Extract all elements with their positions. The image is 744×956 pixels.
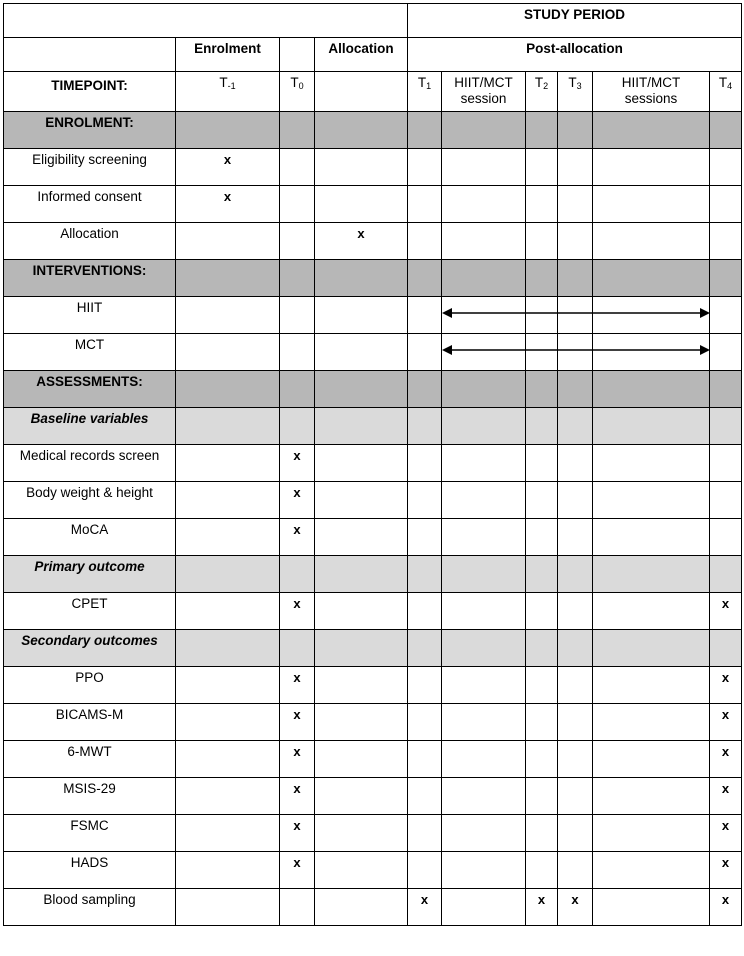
table-row — [4, 186, 742, 223]
timepoint-session: HIIT/MCT session — [442, 72, 526, 112]
mark-cell: x — [710, 667, 742, 704]
mark-cell: x — [315, 223, 408, 260]
blank-cell — [4, 4, 408, 38]
row-label: BICAMS-M — [4, 704, 176, 741]
mark-cell: x — [526, 889, 558, 926]
mark-cell: x — [280, 593, 315, 630]
enrolment-header: Enrolment — [176, 38, 280, 72]
section-assessments-row — [4, 371, 742, 408]
row-label: HADS — [4, 852, 176, 889]
mark-cell: x — [710, 704, 742, 741]
row-label: MSIS-29 — [4, 778, 176, 815]
mark-cell: x — [280, 815, 315, 852]
mark-cell: x — [710, 852, 742, 889]
double-arrow-icon — [442, 307, 710, 319]
timepoint-t-minus1: $T_{-1}$ — [176, 72, 280, 112]
subsection-label: Primary outcome — [4, 556, 176, 593]
row-label: CPET — [4, 593, 176, 630]
mark-cell: x — [176, 149, 280, 186]
blank-cell — [4, 38, 176, 72]
row-label: Allocation — [4, 223, 176, 260]
subsection-label: Secondary outcomes — [4, 630, 176, 667]
double-arrow-icon — [442, 344, 710, 356]
mark-cell: x — [408, 889, 442, 926]
mark-cell: x — [280, 445, 315, 482]
spirit-schedule-table — [3, 3, 742, 926]
mark-cell: x — [710, 815, 742, 852]
timepoint-t2: $T_2$ — [526, 72, 558, 112]
timepoint-label: TIMEPOINT: — [4, 72, 176, 112]
table-row — [4, 778, 742, 815]
row-label: Body weight & height — [4, 482, 176, 519]
row-label: MCT — [4, 334, 176, 371]
row-label: FSMC — [4, 815, 176, 852]
row-label: HIIT — [4, 297, 176, 334]
subsection-baseline-row — [4, 408, 742, 445]
mark-cell: x — [710, 778, 742, 815]
mark-cell: x — [280, 482, 315, 519]
table-row — [4, 593, 742, 630]
row-label: PPO — [4, 667, 176, 704]
mark-cell: x — [558, 889, 593, 926]
subsection-label: Baseline variables — [4, 408, 176, 445]
table-row — [4, 482, 742, 519]
phase-header-row — [4, 38, 742, 72]
post-allocation-header: Post-allocation — [408, 38, 742, 72]
section-label: ENROLMENT: — [4, 112, 176, 149]
mark-cell: x — [280, 667, 315, 704]
arrow-cell — [442, 297, 526, 334]
timepoint-t3: $T_3$ — [558, 72, 593, 112]
mark-cell: x — [280, 704, 315, 741]
timepoint-t0: $T_0$ — [280, 72, 315, 112]
table-row — [4, 223, 742, 260]
timepoint-t1: $T_1$ — [408, 72, 442, 112]
study-period-header: STUDY PERIOD — [408, 4, 742, 38]
timepoint-row — [4, 72, 742, 112]
table-row — [4, 334, 742, 371]
subsection-secondary-row — [4, 630, 742, 667]
table-row — [4, 297, 742, 334]
section-interventions-row — [4, 260, 742, 297]
table-row — [4, 741, 742, 778]
table-row — [4, 815, 742, 852]
mark-cell: x — [176, 186, 280, 223]
table-row — [4, 445, 742, 482]
row-label: MoCA — [4, 519, 176, 556]
study-period-row — [4, 4, 742, 38]
blank-cell — [315, 72, 408, 112]
table-row — [4, 519, 742, 556]
table-row — [4, 149, 742, 186]
allocation-header: Allocation — [315, 38, 408, 72]
section-label: ASSESSMENTS: — [4, 371, 176, 408]
blank-cell — [280, 38, 315, 72]
table-row — [4, 667, 742, 704]
timepoint-sessions: HIIT/MCT sessions — [593, 72, 710, 112]
mark-cell: x — [280, 741, 315, 778]
subsection-primary-row — [4, 556, 742, 593]
section-enrolment-row — [4, 112, 742, 149]
mark-cell: x — [280, 852, 315, 889]
table-row — [4, 889, 742, 926]
table-row — [4, 704, 742, 741]
mark-cell: x — [710, 741, 742, 778]
row-label: Medical records screen — [4, 445, 176, 482]
mark-cell: x — [280, 778, 315, 815]
row-label: Eligibility screening — [4, 149, 176, 186]
arrow-cell — [442, 334, 526, 371]
mark-cell: x — [710, 889, 742, 926]
row-label: Blood sampling — [4, 889, 176, 926]
section-label: INTERVENTIONS: — [4, 260, 176, 297]
row-label: Informed consent — [4, 186, 176, 223]
row-label: 6-MWT — [4, 741, 176, 778]
mark-cell: x — [280, 519, 315, 556]
mark-cell: x — [710, 593, 742, 630]
timepoint-t4: $T_4$ — [710, 72, 742, 112]
table-row — [4, 852, 742, 889]
